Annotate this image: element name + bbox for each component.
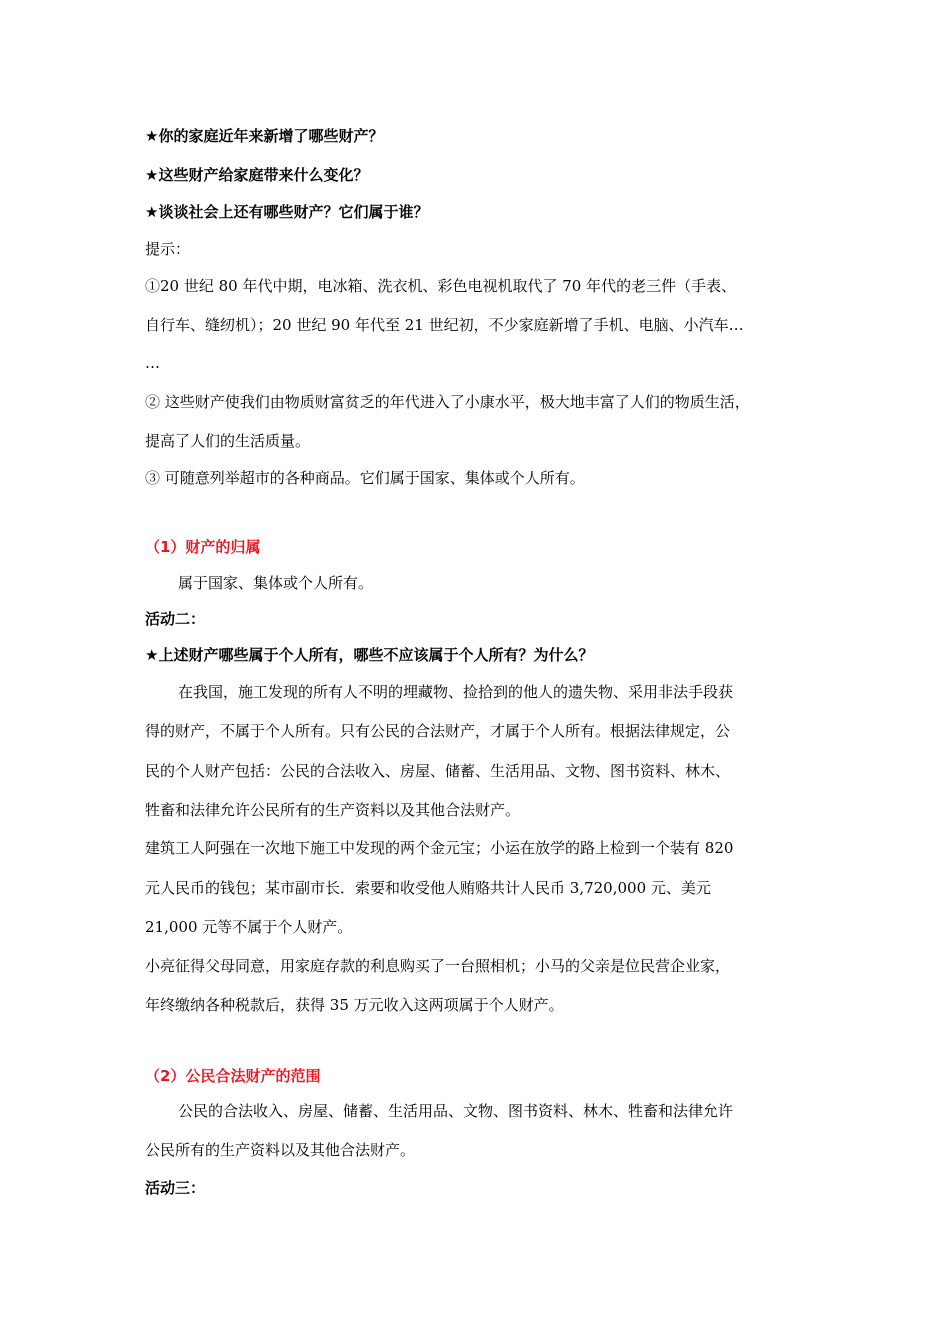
activity2-example1-line1: 建筑工人阿强在一次地下施工中发现的两个金元宝；小运在放学的路上检到一个装有 820 xyxy=(145,839,734,857)
question-3: ★谈谈社会上还有哪些财产？它们属于谁？ xyxy=(145,203,429,221)
activity2-para-line2: 得的财产，不属于个人所有。只有公民的合法财产，才属于个人所有。根据法律规定，公 xyxy=(145,722,731,740)
question-2: ★这些财产给家庭带来什么变化？ xyxy=(145,166,369,184)
hint-p1-line1: ①20 世纪 80 年代中期，电冰箱、洗衣机、彩色电视机取代了 70 年代的老三件（手表、 xyxy=(145,277,737,295)
hint-p1-line2: 自行车、缝纫机）；20 世纪 90 年代至 21 世纪初，不少家庭新增了手机、电脑、小汽车… xyxy=(145,316,744,334)
section1-body: 属于国家、集体或个人所有。 xyxy=(178,574,374,592)
activity2-para-line4: 牲畜和法律允许公民所有的生产资料以及其他合法财产。 xyxy=(145,801,521,819)
hint-p2-line1: ② 这些财产使我们由物质财富贫乏的年代进入了小康水平，极大地丰富了人们的物质生活， xyxy=(145,393,750,411)
hint-p3: ③ 可随意列举超市的各种商品。它们属于国家、集体或个人所有。 xyxy=(145,469,585,487)
activity2-example1-line2: 元人民币的钱包；某市副市长．索要和收受他人贿赂共计人民币 3,720,000 元、美元 xyxy=(145,879,711,897)
section2-body-line1: 公民的合法收入、房屋、储蓄、生活用品、文物、图书资料、林木、牲畜和法律允许 xyxy=(178,1102,734,1120)
activity2-example2-line2: 年终缴纳各种税款后，获得 35 万元收入这两项属于个人财产。 xyxy=(145,996,564,1014)
activity2-example1-line3: 21,000 元等不属于个人财产。 xyxy=(145,918,353,936)
section2-body-line2: 公民所有的生产资料以及其他合法财产。 xyxy=(145,1141,416,1159)
section1-heading: （1）财产的归属 xyxy=(145,538,261,556)
hint-label: 提示： xyxy=(145,240,191,258)
question-1: ★你的家庭近年来新增了哪些财产？ xyxy=(145,127,384,145)
hint-p2-line2: 提高了人们的生活质量。 xyxy=(145,432,311,450)
activity2-para-line3: 民的个人财产包括：公民的合法收入、房屋、储蓄、生活用品、文物、图书资料、林木、 xyxy=(145,762,731,780)
activity2-para-line1: 在我国，施工发现的所有人不明的埋藏物、捡拾到的他人的遗失物、采用非法手段获 xyxy=(178,683,734,701)
activity3-label: 活动三： xyxy=(145,1179,206,1197)
activity2-example2-line1: 小亮征得父母同意，用家庭存款的利息购买了一台照相机；小马的父亲是位民营企业家， xyxy=(145,957,731,975)
activity2-question: ★上述财产哪些属于个人所有，哪些不应该属于个人所有？为什么？ xyxy=(145,646,594,664)
section2-heading: （2）公民合法财产的范围 xyxy=(145,1067,321,1085)
activity2-label: 活动二： xyxy=(145,610,206,628)
hint-p1-line3: … xyxy=(145,354,160,372)
